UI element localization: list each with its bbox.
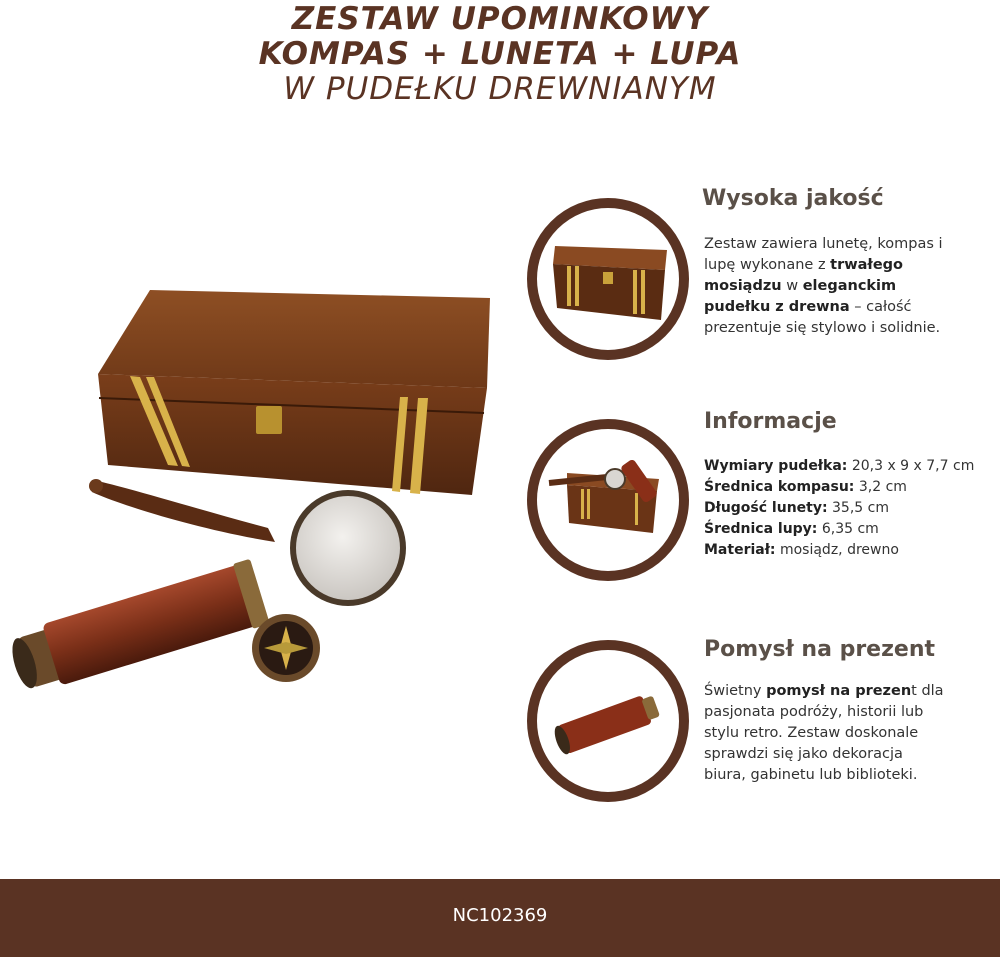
spec-box-dimensions: Wymiary pudełka: 20,3 x 9 x 7,7 cm [704, 458, 975, 474]
headline-line-2: KOMPAS + LUNETA + LUPA [258, 36, 742, 72]
product-illustration [0, 280, 500, 700]
footer-bar [0, 879, 1000, 957]
box-thumbnail-icon [537, 208, 679, 350]
magnifier-handle [92, 480, 275, 542]
spec-magnifier-diameter: Średnica lupy: 6,35 cm [704, 521, 879, 537]
product-code: NC102369 [452, 905, 548, 926]
info-title: Informacje [704, 409, 837, 434]
headline-line-1: ZESTAW UPOMINKOWY [291, 1, 709, 37]
gift-thumbnail [527, 640, 689, 802]
gift-title: Pomysł na prezent [704, 637, 936, 662]
info-specs [704, 456, 994, 561]
hero-product-photo [0, 280, 500, 700]
set-thumbnail-icon [537, 429, 679, 571]
quality-title: Wysoka jakość [702, 186, 884, 211]
quality-text: Zestaw zawiera lunetę, kompas i lupę wykonane z trwałego mosiądzu w eleganckim pudełku z drewna – całość prezentuje się stylowo i solidnie. [704, 236, 943, 336]
info-thumbnail [527, 419, 689, 581]
box-lid-top [98, 290, 490, 388]
headline [0, 2, 1000, 107]
gift-text: Świetny pomysł na prezent dla pasjonata podróży, historii lub stylu retro. Zestaw doskonale sprawdzi się jako dekoracja biura, gabinetu lub biblioteki. [704, 683, 944, 783]
quality-thumbnail [527, 198, 689, 360]
magnifier-lens [293, 493, 403, 603]
headline-line-3: W PUDEŁKU DREWNIANYM [283, 71, 717, 107]
spec-material: Materiał: mosiądz, drewno [704, 542, 899, 558]
spec-telescope-length: Długość lunety: 35,5 cm [704, 500, 889, 516]
telescope-thumbnail-icon [537, 650, 679, 792]
box-latch [256, 406, 282, 434]
spec-compass-diameter: Średnica kompasu: 3,2 cm [704, 479, 907, 495]
telescope [5, 559, 270, 699]
